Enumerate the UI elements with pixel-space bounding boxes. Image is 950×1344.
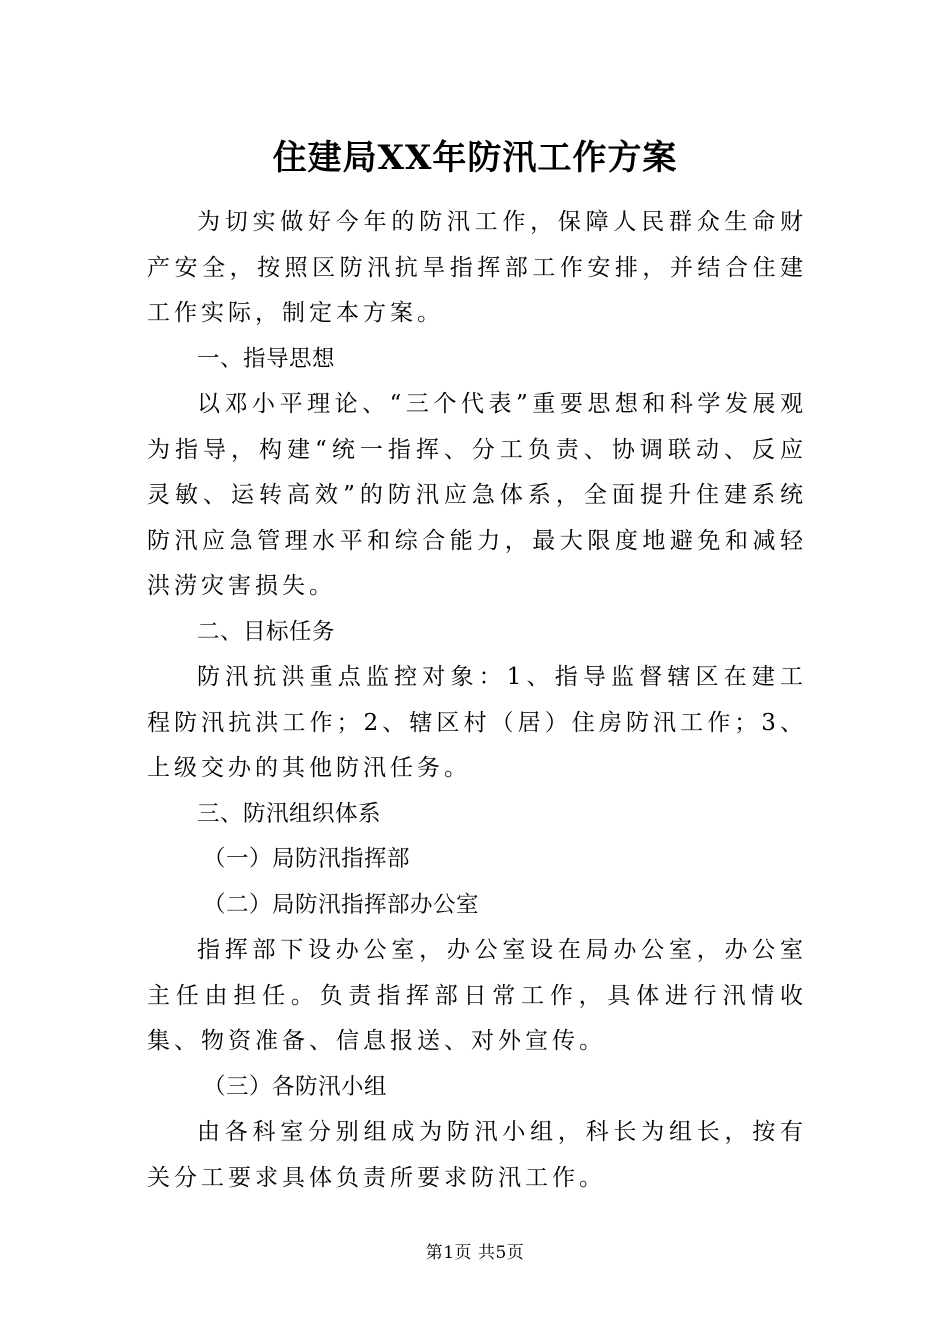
page-number-footer: 第1页 共5页 <box>425 1243 525 1263</box>
subsection-paragraph-groups: 由各科室分别组成为防汛小组，科长为组长，按有关分工要求具体负责所要求防汛工作。 <box>147 1119 807 1191</box>
subsection-heading-groups: （三）各防汛小组 <box>203 1073 388 1100</box>
subsection-heading-command: （一）局防汛指挥部 <box>203 846 411 872</box>
document-title: 住建局XX年防汛工作方案 <box>272 138 678 178</box>
section-heading-organization: 三、防汛组织体系 <box>197 800 382 827</box>
section-heading-guiding-ideology: 一、指导思想 <box>197 345 336 372</box>
document-body <box>147 200 807 1201</box>
section-heading-objectives: 二、目标任务 <box>197 618 336 645</box>
section-paragraph-guiding-ideology: 以邓小平理论、“三个代表”重要思想和科学发展观为指导，构建“统一指挥、分工负责、协调联动、反应灵敏、运转高效”的防汛应急体系，全面提升住建系统防汛应急管理水平和综合能力，最大限度地避免和减轻洪涝灾害损失。 <box>147 391 807 599</box>
intro-paragraph: 为切实做好今年的防汛工作，保障人民群众生命财产安全，按照区防汛抗旱指挥部工作安排，并结合住建工作实际，制定本方案。 <box>147 209 807 326</box>
subsection-paragraph-command-office: 指挥部下设办公室，办公室设在局办公室，办公室主任由担任。负责指挥部日常工作，具体进行汛情收集、物资准备、信息报送、对外宣传。 <box>147 937 807 1054</box>
section-paragraph-objectives: 防汛抗洪重点监控对象：1、指导监督辖区在建工程防汛抗洪工作；2、辖区村（居）住房防汛工作；3、上级交办的其他防汛任务。 <box>147 664 807 781</box>
subsection-heading-command-office: （二）局防汛指挥部办公室 <box>203 891 480 918</box>
